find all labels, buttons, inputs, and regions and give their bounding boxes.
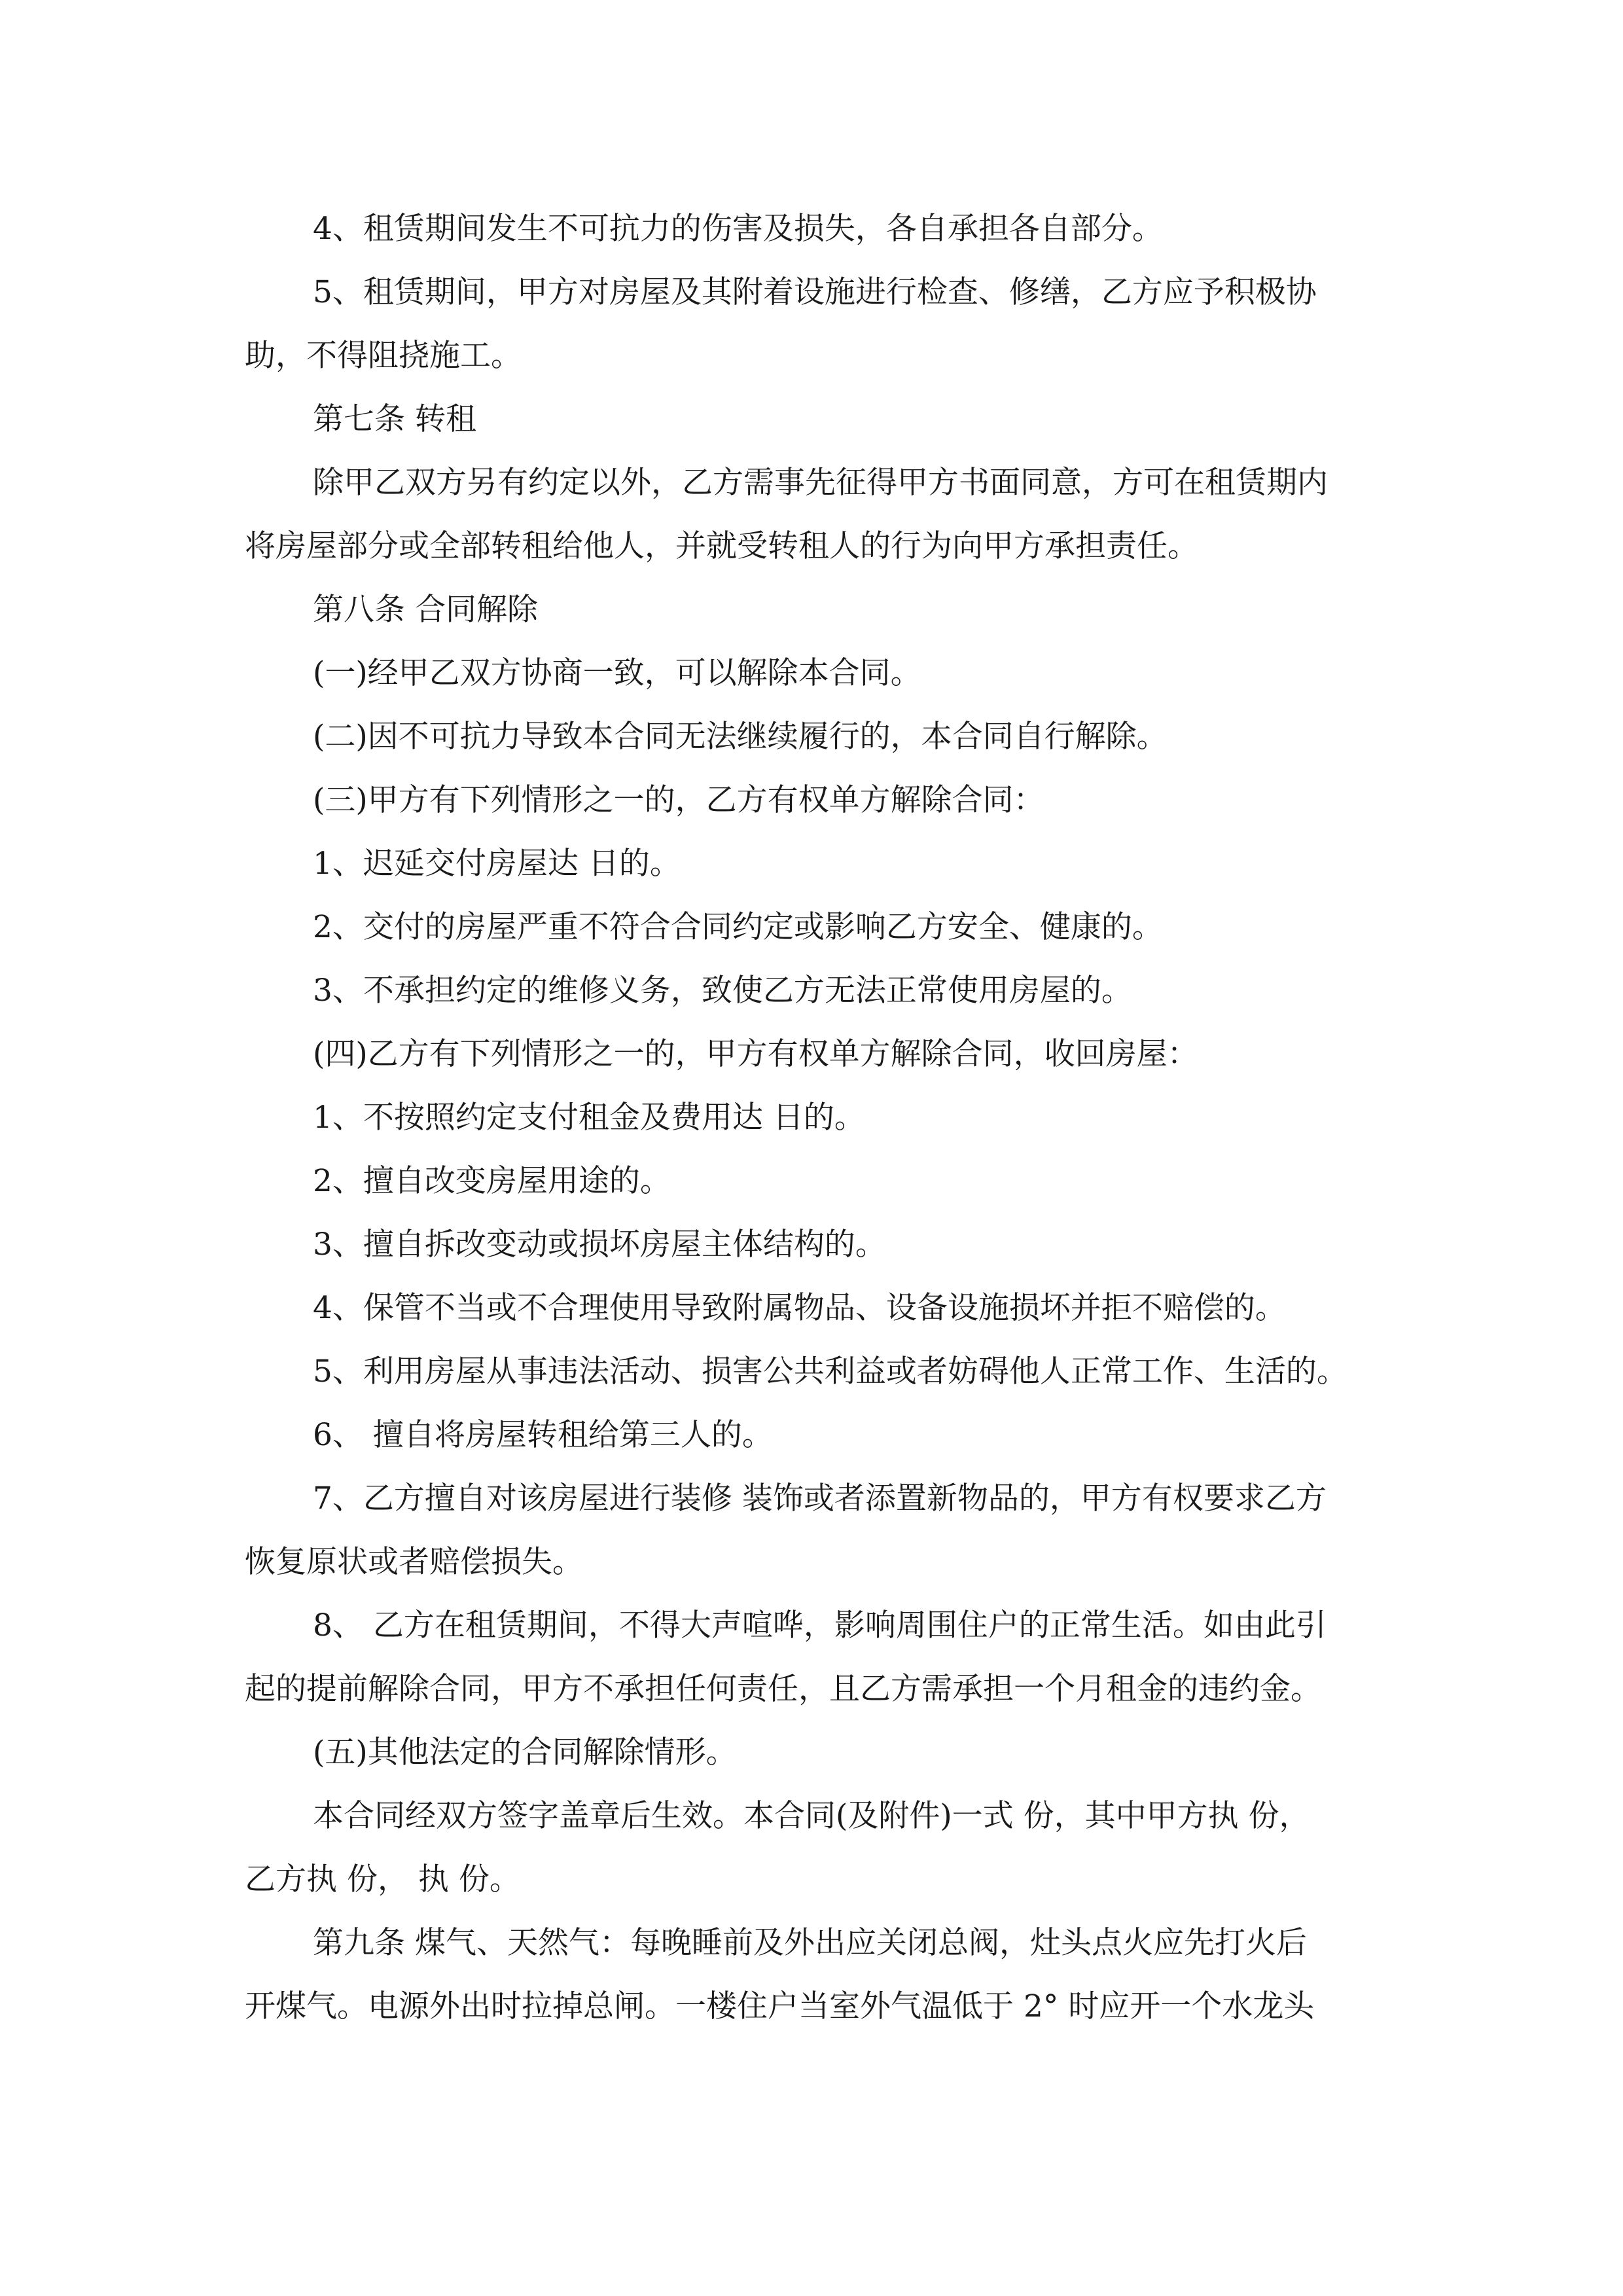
clause-7-body: 除甲乙双方另有约定以外，乙方需事先征得甲方书面同意，方可在租赁期内	[313, 465, 1328, 501]
clause-8-part-4-item-7-cont: 恢复原状或者赔偿损失。	[245, 1544, 583, 1580]
clause-8-part-1: (一)经甲乙双方协商一致，可以解除本合同。	[313, 655, 921, 691]
effectiveness-clause-cont: 乙方执 份， 执 份。	[245, 1861, 520, 1897]
clause-8-part-4-item-3: 3、擅自拆改变动或损坏房屋主体结构的。	[313, 1227, 886, 1263]
clause-6-item-5: 5、租赁期间，甲方对房屋及其附着设施进行检查、修缮，乙方应予积极协	[313, 274, 1317, 310]
clause-6-item-5-cont: 助，不得阻挠施工。	[245, 338, 522, 374]
clause-7-body-cont: 将房屋部分或全部转租给他人，并就受转租人的行为向甲方承担责任。	[245, 528, 1198, 564]
clause-8-part-4: (四)乙方有下列情形之一的，甲方有权单方解除合同，收回房屋：	[313, 1036, 1198, 1072]
effectiveness-clause: 本合同经双方签字盖章后生效。本合同(及附件)一式 份，其中甲方执 份，	[313, 1798, 1310, 1834]
clause-8-part-2: (二)因不可抗力导致本合同无法继续履行的，本合同自行解除。	[313, 719, 1168, 755]
clause-8-part-4-item-6: 6、 擅自将房屋转租给第三人的。	[313, 1417, 773, 1453]
clause-8-part-5: (五)其他法定的合同解除情形。	[313, 1734, 737, 1770]
clause-8-part-4-item-8: 8、 乙方在租赁期间，不得大声喧哗，影响周围住户的正常生活。如由此引	[313, 1607, 1327, 1643]
clause-8-heading: 第八条 合同解除	[313, 592, 538, 628]
clause-8-part-4-item-2: 2、擅自改变房屋用途的。	[313, 1163, 671, 1199]
clause-7-heading: 第七条 转租	[313, 401, 476, 437]
clause-8-part-4-item-1: 1、不按照约定支付租金及费用达 日的。	[313, 1100, 865, 1136]
clause-9-heading: 第九条 煤气、天然气：每晚睡前及外出应关闭总阀，灶头点火应先打火后	[313, 1925, 1307, 1961]
clause-8-part-3-item-1: 1、迟延交付房屋达 日的。	[313, 846, 681, 882]
clause-8-part-4-item-4: 4、保管不当或不合理使用导致附属物品、设备设施损坏并拒不赔偿的。	[313, 1290, 1286, 1326]
clause-8-part-4-item-7: 7、乙方擅自对该房屋进行装修 装饰或者添置新物品的，甲方有权要求乙方	[313, 1480, 1327, 1516]
clause-6-item-4: 4、租赁期间发生不可抗力的伤害及损失，各自承担各自部分。	[313, 211, 1163, 247]
clause-8-part-3: (三)甲方有下列情形之一的，乙方有权单方解除合同：	[313, 782, 1044, 818]
clause-8-part-4-item-5: 5、利用房屋从事违法活动、损害公共利益或者妨碍他人正常工作、生活的。	[313, 1354, 1347, 1390]
clause-8-part-3-item-3: 3、不承担约定的维修义务，致使乙方无法正常使用房屋的。	[313, 973, 1132, 1009]
clause-9-body-cont: 开煤气。电源外出时拉掉总闸。一楼住户当室外气温低于 2° 时应开一个水龙头	[245, 1988, 1315, 2024]
clause-8-part-4-item-8-cont: 起的提前解除合同，甲方不承担任何责任，且乙方需承担一个月租金的违约金。	[245, 1671, 1321, 1707]
clause-8-part-3-item-2: 2、交付的房屋严重不符合合同约定或影响乙方安全、健康的。	[313, 909, 1163, 945]
